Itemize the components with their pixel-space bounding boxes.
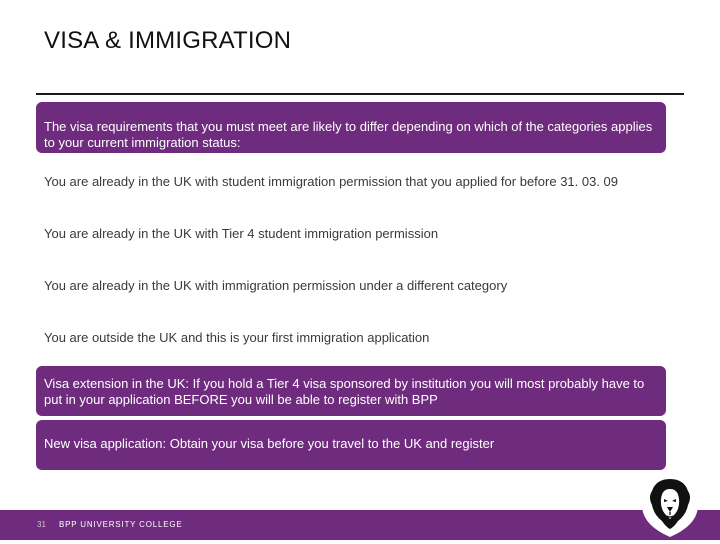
footer-bar	[0, 510, 720, 540]
intro-text: The visa requirements that you must meet are likely to differ depending on which of the categories applies to your current immigration status:	[44, 119, 653, 150]
category-item	[36, 220, 666, 250]
category-text: You are outside the UK and this is your first immigration application	[44, 330, 430, 345]
category-item	[36, 272, 666, 302]
lion-head-shield-icon	[634, 467, 706, 539]
slide-title: VISA & IMMIGRATION	[44, 27, 292, 54]
category-text: You are already in the UK with immigration permission under a different category	[44, 278, 508, 293]
category-item	[36, 168, 666, 198]
intro-box	[36, 102, 666, 153]
new-visa-text: New visa application: Obtain your visa before you travel to the UK and register	[44, 436, 495, 451]
new-visa-box	[36, 420, 666, 470]
category-text: You are already in the UK with student immigration permission that you applied for before 31. 03. 09	[44, 174, 619, 189]
page-number: 31	[37, 520, 46, 529]
visa-extension-box	[36, 366, 666, 416]
category-text: You are already in the UK with Tier 4 student immigration permission	[44, 226, 439, 241]
visa-extension-text: Visa extension in the UK: If you hold a Tier 4 visa sponsored by institution you will most probably have to put in your application BEFORE you will be able to register with BPP	[44, 376, 645, 407]
category-item	[36, 324, 666, 354]
title-divider	[36, 93, 684, 95]
organization-name: BPP UNIVERSITY COLLEGE	[59, 520, 183, 529]
